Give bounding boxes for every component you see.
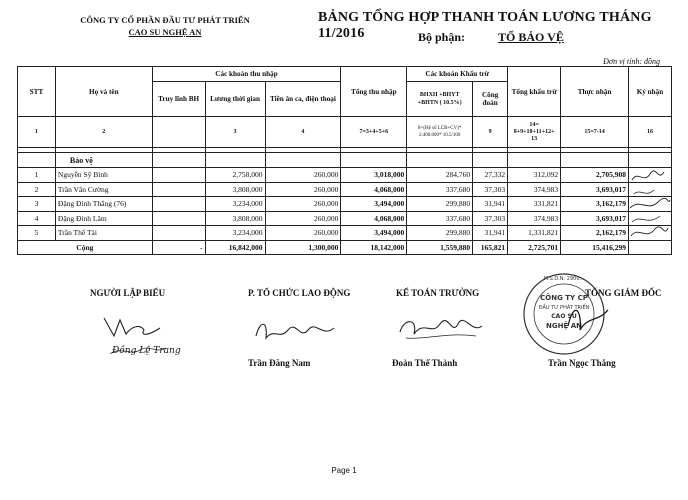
row-meal: 260,000 <box>265 182 341 197</box>
row-deduct: 1,331,821 <box>508 226 561 241</box>
department-value: TỔ BẢO VỆ <box>498 30 564 44</box>
header-income-group: Các khoản thu nhập <box>152 67 341 82</box>
index-cell: 7=3+4+5+6 <box>341 117 407 148</box>
row-union: 27,332 <box>473 168 508 183</box>
total-net: 15,416,299 <box>561 240 629 254</box>
header-name: Họ và tên <box>55 67 152 117</box>
row-stt: 1 <box>18 168 56 183</box>
hr-name: Trần Đăng Nam <box>248 358 311 368</box>
row-insurance: 299,880 <box>407 197 473 212</box>
header-deduct-group: Các khoản Khấu trừ <box>407 67 508 82</box>
department <box>418 30 564 45</box>
row-net: 3,693,017 <box>561 211 629 226</box>
row-stt: 2 <box>18 182 56 197</box>
row-total: 3,494,000 <box>341 226 407 241</box>
accountant-name: Đoàn Thế Thành <box>392 358 458 368</box>
row-union: 31,941 <box>473 226 508 241</box>
report-title: BẢNG TỔNG HỢP THANH TOÁN LƯƠNG THÁNG 11/2016 <box>318 10 652 41</box>
row-net: 2,705,908 <box>561 168 629 183</box>
header-total-income: Tổng thu nhập <box>341 67 407 117</box>
index-cell: 14= 8+9+10+11+12+ 13 <box>508 117 561 148</box>
row-insurance: 337,680 <box>407 211 473 226</box>
company-stamp-icon <box>508 270 618 360</box>
total-union: 165,821 <box>473 240 508 254</box>
preparer-signature <box>100 310 170 370</box>
company-line1: CÔNG TY CỔ PHẦN ĐẦU TƯ PHÁT TRIỂN <box>80 15 250 25</box>
row-name: Đặng Đình Lâm <box>55 211 152 226</box>
currency-unit: Đơn vị tính: đồng <box>603 57 660 66</box>
company-line2: CAO SU NGHỆ AN <box>128 27 202 37</box>
row-bh <box>152 211 205 226</box>
header-meal: Tiền ăn ca, điện thoại <box>265 82 341 117</box>
row-insurance: 299,880 <box>407 226 473 241</box>
row-meal: 260,000 <box>265 226 341 241</box>
accountant-signature <box>396 312 486 346</box>
row-wage: 3,808,000 <box>205 211 265 226</box>
index-cell: 9 <box>473 117 508 148</box>
row-union: 37,303 <box>473 211 508 226</box>
index-cell: 16 <box>628 117 671 148</box>
table-row <box>18 226 672 241</box>
row-meal: 260,000 <box>265 168 341 183</box>
hr-title: P. TỔ CHỨC LAO ĐỘNG <box>248 288 351 298</box>
row-bh <box>152 197 205 212</box>
row-name: Nguyễn Sỹ Bình <box>55 168 152 183</box>
total-bh: - <box>152 240 205 254</box>
row-deduct: 374,983 <box>508 182 561 197</box>
row-wage: 3,234,000 <box>205 226 265 241</box>
index-cell <box>152 117 205 148</box>
total-meal: 1,300,000 <box>265 240 341 254</box>
row-net: 3,693,017 <box>561 182 629 197</box>
total-income: 18,142,000 <box>341 240 407 254</box>
company-block <box>70 14 260 38</box>
column-index-row <box>18 117 672 148</box>
stamp-ring-text: M.S.D.N: 2900... <box>543 276 585 282</box>
director-name: Trần Ngọc Thắng <box>548 358 616 368</box>
table-row <box>18 168 672 183</box>
row-deduct: 374,983 <box>508 211 561 226</box>
index-cell: 15=7-14 <box>561 117 629 148</box>
row-stt: 5 <box>18 226 56 241</box>
row-wage: 3,234,000 <box>205 197 265 212</box>
preparer-name: Đồng Lệ Trang <box>112 346 181 356</box>
stamp-line4: NGHỆ AN <box>546 322 582 330</box>
total-insurance: 1,559,880 <box>407 240 473 254</box>
row-total: 4,068,000 <box>341 182 407 197</box>
row-insurance: 284,760 <box>407 168 473 183</box>
row-bh <box>152 226 205 241</box>
payroll-table <box>17 66 672 255</box>
index-cell: 1 <box>18 117 56 148</box>
hr-signature <box>250 318 340 348</box>
stamp-line1: CÔNG TY CP <box>540 294 588 302</box>
index-cell: 4 <box>265 117 341 148</box>
header-time-wage: Lương thời gian <box>205 82 265 117</box>
row-net: 2,162,179 <box>561 226 629 241</box>
row-name: Trần Văn Cường <box>55 182 152 197</box>
row-name: Trần Thế Tài <box>55 226 152 241</box>
group-label: Bảo vệ <box>55 153 152 168</box>
header-signature: Ký nhận <box>628 67 671 117</box>
row-stt: 4 <box>18 211 56 226</box>
row-meal: 260,000 <box>265 211 341 226</box>
preparer-title: NGƯỜI LẬP BIỂU <box>90 288 166 298</box>
stamp-line2: ĐẦU TƯ PHÁT TRIỂN <box>538 305 590 311</box>
department-label: Bộ phận: <box>418 30 466 44</box>
header-stt: STT <box>18 67 56 117</box>
total-wage: 16,842,000 <box>205 240 265 254</box>
total-label: Cộng <box>18 240 153 254</box>
total-row <box>18 240 672 254</box>
row-deduct: 312,092 <box>508 168 561 183</box>
row-net: 3,162,179 <box>561 197 629 212</box>
row-union: 31,941 <box>473 197 508 212</box>
row-bh <box>152 182 205 197</box>
row-total: 3,018,000 <box>341 168 407 183</box>
header-net: Thực nhận <box>561 67 629 117</box>
row-meal: 260,000 <box>265 197 341 212</box>
header-bh: Truy lĩnh BH <box>152 82 205 117</box>
header-insurance: BHXH +BHYT +BHTN ( 10.5%) <box>407 82 473 117</box>
row-union: 37,303 <box>473 182 508 197</box>
stamp-line3: CAO SU <box>551 313 577 320</box>
index-cell: 2 <box>55 117 152 148</box>
index-cell: 3 <box>205 117 265 148</box>
table-row <box>18 211 672 226</box>
row-wage: 3,808,000 <box>205 182 265 197</box>
accountant-title: KẾ TOÁN TRƯỞNG <box>396 288 480 298</box>
row-total: 3,494,000 <box>341 197 407 212</box>
row-stt: 3 <box>18 197 56 212</box>
table-row <box>18 197 672 212</box>
row-name: Đặng Đình Thắng (76) <box>55 197 152 212</box>
row-bh <box>152 168 205 183</box>
director-title: TỔNG GIÁM ĐỐC <box>585 288 662 298</box>
row-total: 4,068,000 <box>341 211 407 226</box>
header-union: Công đoàn <box>473 82 508 117</box>
table-row <box>18 182 672 197</box>
index-cell: 8=(Hệ số LCB+CV)* 2.400.000* 10.5/100 <box>407 117 473 148</box>
total-deduct: 2,725,701 <box>508 240 561 254</box>
header-total-deduct: Tổng khấu trừ <box>508 67 561 117</box>
row-signatures-scribble <box>628 168 673 248</box>
row-deduct: 331,821 <box>508 197 561 212</box>
row-wage: 2,758,000 <box>205 168 265 183</box>
row-insurance: 337,680 <box>407 182 473 197</box>
employee-rows <box>18 168 672 241</box>
page-number: Page 1 <box>331 466 357 475</box>
